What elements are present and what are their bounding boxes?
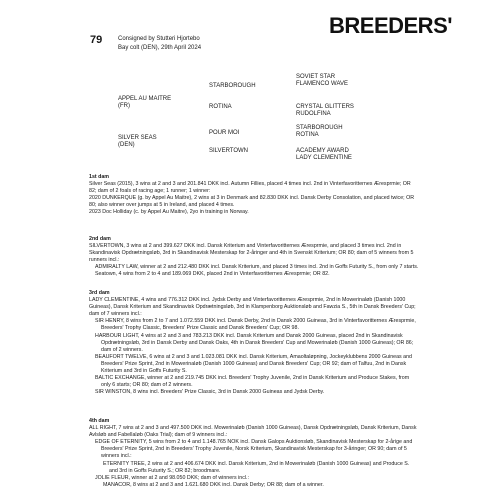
- sire-dam: ROTINA: [209, 104, 232, 110]
- produce-record: ADMIRALTY LAW, winner at 2 and 212.480 DKK incl. Dansk Kriterium, and placed 3 times incl. 2nd in Goffs Futurity S., from only 7 starts.: [95, 264, 419, 271]
- produce-record: JOLIE FLEUR, winner at 2 and 98.050 DKK; dam of winners incl.:: [95, 474, 249, 481]
- section-title: 4th dam: [89, 418, 110, 424]
- sire-sire: STARBOROUGH: [209, 83, 256, 89]
- produce-record: BALTIC EXCHANGE, winner at 2 and 219.745 DKK incl. Breeders' Trophy Juvenile, 2nd in Dansk Kriterium and Produce Stakes, from only 6 starts; OR 80; dam of 2 winners.: [95, 375, 410, 389]
- lot-number: 79: [90, 34, 103, 46]
- lot-description: Bay colt (DEN), 29th April 2024: [118, 45, 202, 51]
- first-dam-section: [89, 174, 419, 217]
- produce-record: 2020 DUNKERQUE (g. by Appel Au Maitre), 2 wins at 3 in Denmark and 82.830 DKK incl. Dansk Derby Consolation, and placed twice; OR 80; also winner over jumps at 5 in Ireland, and placed 4 times.: [89, 195, 415, 209]
- dd-dam: LADY CLEMENTINE: [296, 155, 352, 161]
- consignor: Consigned by Stutteri Hjortebo: [118, 36, 200, 42]
- third-dam-section: [89, 290, 419, 396]
- second-dam-section: [89, 236, 419, 279]
- produce-record: 2023 Doc Holliday (c. by Appel Au Maitre), 2yo in training in Norway.: [89, 209, 249, 216]
- section-title: 2nd dam: [89, 236, 111, 242]
- brand-logo: BREEDERS': [329, 13, 452, 38]
- produce-record: ETERNITY TREE, 2 wins at 2 and 406.674 DKK incl. Dansk Kriterium, 2nd in Mowerinaløb (Danish 1000 Guineas) and Produce S. and 3rd in Goffs Futurity S.; OR 82; broodmare.: [103, 460, 410, 474]
- dam-record: ALL RIGHT, 7 wins at 2 and 3 and 497.500 DKK incl. Mowerinaløb (Danish 1000 Guineas), Dansk Opdrætningsløb, Dansk Kriterium, Dansk Avlsløb and Fabellaløb (Oaks Trial); dam of 9 winners incl.:: [89, 425, 417, 439]
- sire-country: (FR): [118, 103, 130, 109]
- sd-dam: RUDOLFINA: [296, 111, 331, 117]
- ds-sire: STARBOROUGH: [296, 125, 343, 131]
- ss-dam: FLAMENCO WAVE: [296, 81, 349, 87]
- produce-record: Seatown, 4 wins from 2 to 4 and 189.069 DKK, placed 2nd in Vinterfavoritternes Æresprmie; OR 82.: [95, 271, 330, 278]
- ds-dam: ROTINA: [296, 132, 319, 138]
- ss-sire: SOVIET STAR: [296, 74, 336, 80]
- produce-record: MANACOR, 8 wins at 2 and 3 and 1.621.680 DKK incl. Dansk Derby; OR 88; dam of a winner.: [103, 481, 324, 488]
- section-title: 1st dam: [89, 174, 110, 180]
- dam-dam: SILVERTOWN: [209, 148, 249, 154]
- sire-name: APPEL AU MAITRE: [118, 96, 172, 102]
- sd-sire: CRYSTAL GLITTERS: [296, 104, 354, 110]
- dam-country: (DEN): [118, 142, 135, 148]
- dam-record: Silver Seas (2015), 3 wins at 2 and 3 and 201.841 DKK incl. Autumn Fillies, placed 4 times incl. 2nd in Vinterfavoritternes Æresprmie; OR 82; dam of 2 foals of racing age; 1 runner; 1 winner:: [89, 181, 411, 195]
- dam-record: LADY CLEMENTINE, 4 wins and 776.312 DKK incl. Jydsk Derby and Vinterfavoritternes Æresprmie, 2nd in Mowerinaløb (Danish 1000 Guineas), Dansk Kriterium and Skandinavisk Opdrætningsløb, 3rd in Klampenborg Auktionsløb and Fawzia S., 5th in Dansk Breeders' Cup; dam of 7 winners incl.:: [89, 297, 416, 318]
- dam-sire: POUR MOI: [209, 130, 240, 136]
- produce-record: SIR HENRY, 8 wins from 2 to 7 and 1.072.559 DKK incl. Dansk Derby, 2nd in Dansk 2000 Guineas, 3rd in Vinterfavoritternes Æresprmie, Breeders' Trophy Classic, Breeders' Prize Classic and Dansk Breeders' Cup; OR 98.: [95, 318, 416, 332]
- dam-record: SILVERTOWN, 3 wins at 2 and 399.627 DKK incl. Dansk Kriterium and Vinterfavoritternes Æresprmie, and placed 3 times incl. 2nd in Skandinavisk Opdrætningsløb, 3rd in Skandinavisk Mesterskap for 2-åringer and 4th in Svenskt Kriterium; OR 80; dam of 5 winners from 5 runners incl.:: [89, 243, 414, 264]
- fourth-dam-section: [89, 418, 419, 489]
- dd-sire: ACADEMY AWARD: [296, 148, 349, 154]
- section-title: 3rd dam: [89, 290, 110, 296]
- produce-record: BEAUFORT TWELVE, 6 wins at 2 and 3 and 1.023.081 DKK incl. Dansk Kriterium, Amaoltaløpning, Jockeyklubbens 2000 Guineas and Breeders' Prize Sprint, 2nd in Mowerinaløb (Danish 1000 Guineas) and Dansk Breeders' Cup; OR 92; dam of Talfuu, 2nd in Dansk Kriterium and 3rd in Goffs Futurity S.: [95, 353, 413, 375]
- produce-record: SIR WINSTON, 8 wins incl. Breeders' Prize Classic, 3rd in Dansk 2000 Guineas and Jydsk Derby.: [95, 389, 325, 396]
- produce-record: HARBOUR LIGHT, 4 wins at 2 and 3 and 783.213 DKK incl. Dansk Kriterium and Dansk 2000 Guineas, placed 2nd in Skandinavisk Opdrætningsløb, 3rd in Dansk Derby and Dansk Oaks, 4th in Dansk Breeders' Cup and Mowerinaløb (Danish 1000 Guineas); OR 86; dam of 2 winners.: [95, 332, 414, 353]
- produce-record: EDGE OF ETERNITY, 5 wins from 2 to 4 and 1.148.765 NOK incl. Dansk Galops Auktionsløb, Skandinavisk Mesterskap for 2-årige and Breeders' Prize Sprint, 2nd in Breeders' Trophy Juvenile, Norsk Kriterium, Skandinavisk Mesterskap for 3-åringer; OR 90; dam of 5 winners incl.:: [95, 439, 413, 460]
- lot-header: [118, 35, 201, 53]
- dam-name: SILVER SEAS: [118, 135, 157, 141]
